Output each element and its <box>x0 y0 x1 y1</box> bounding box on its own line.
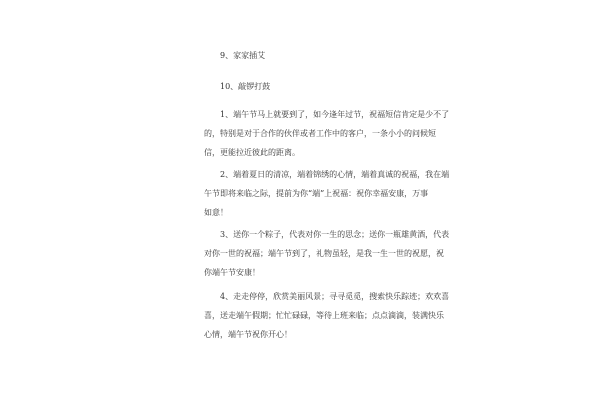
list-item-9: 9、家家插艾 <box>220 51 266 60</box>
paragraph-3 <box>204 225 450 282</box>
paragraph-line: 的，特别是对于合作的伙伴或者工作中的客户，一条小小的问候短 <box>204 129 436 138</box>
paragraph-line: 午节即将来临之际，提前为你“端”上祝福：祝你幸福安康，万事 <box>204 189 429 198</box>
paragraph-line: 1、端午节马上就要到了，如今逢年过节，祝福短信肯定是少不了 <box>220 110 450 119</box>
paragraph-line: 心情，端午节祝你开心！ <box>204 330 292 339</box>
paragraph-line: 信，更能拉近彼此的距离。 <box>204 148 300 157</box>
paragraph-line: 4、走走停停，欣赏美丽风景；寻寻觅觅，搜索快乐踪迹；欢欢喜 <box>220 292 450 301</box>
paragraph-line: 如意！ <box>204 208 228 217</box>
paragraph-line: 喜，送走端午假期；忙忙碌碌，等待上班来临；点点滴滴，装满快乐 <box>204 311 444 320</box>
list-item-10: 10、敲锣打鼓 <box>220 82 271 91</box>
paragraph-2 <box>204 165 450 222</box>
paragraph-line: 2、端着夏日的清凉，端着锦绣的心情，端着真诚的祝福，我在端 <box>220 170 450 179</box>
paragraph-line: 你端午节安康！ <box>204 268 260 277</box>
paragraph-4 <box>204 287 450 344</box>
paragraph-line: 3、送你一个粽子，代表对你一生的思念；送你一瓶雄黄酒，代表 <box>220 230 450 239</box>
paragraph-line: 对你一世的祝福；端午节到了，礼物虽轻，是我一生一世的祝愿，祝 <box>204 249 444 258</box>
paragraph-1 <box>204 105 450 162</box>
